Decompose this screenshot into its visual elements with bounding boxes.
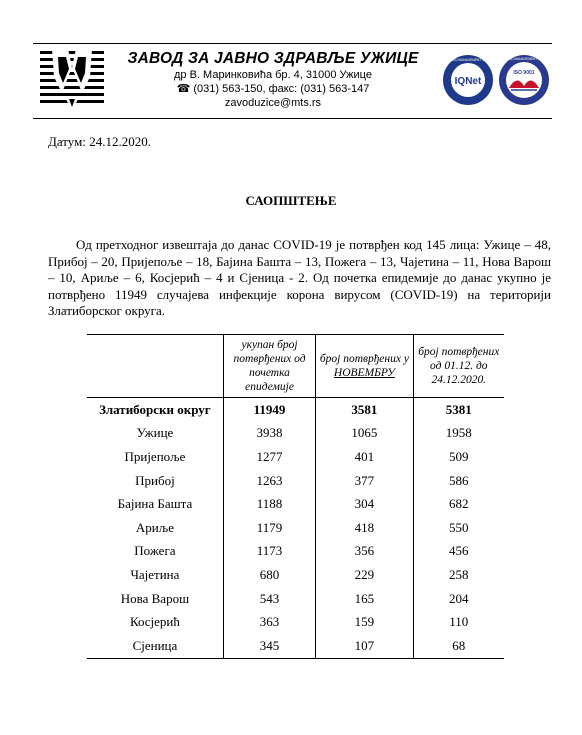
row-name: Ариље: [135, 519, 174, 535]
table-row: [87, 610, 504, 634]
row-november: 356: [316, 540, 413, 564]
row-december: 258: [413, 563, 504, 587]
row-total: 1263: [223, 469, 315, 493]
row-december: 456: [413, 540, 504, 564]
row-november: 418: [316, 516, 413, 540]
row-total: 680: [223, 563, 315, 587]
row-total: 345: [223, 634, 315, 658]
row-name: Прибој: [135, 472, 175, 488]
institute-logo-icon: [38, 47, 106, 113]
announcement-paragraph: Од претходног извештаја до данас COVID-19 је потврђен код 145 лица: Ужице – 48, Прибој – 20, Пријепоље – 18, Бајина Башта – 13, Пожега – 13, Чајетина – 11, Нова Варош – 10, Ариље – 6, Косјерић – 4 и Сјеница - 2. Од почетка епидемије до данас укупно је потврђено 11949 случајева инфекције корона вирусом (COVID-19) на територији Златиборског округа.: [48, 237, 551, 318]
table-row: [87, 445, 504, 469]
certification-badges: [441, 48, 552, 114]
institute-email: zavoduzice@mts.rs: [224, 97, 322, 109]
document-date: Датум: 24.12.2020.: [48, 134, 151, 149]
row-december: 682: [413, 492, 504, 516]
row-november: 304: [316, 492, 413, 516]
cases-table: [87, 334, 504, 659]
row-name: Бајина Башта: [117, 496, 193, 512]
row-november: 159: [316, 610, 413, 634]
row-november: 377: [316, 469, 413, 493]
row-name: Златиборски округ: [99, 401, 211, 417]
row-december: 110: [413, 610, 504, 634]
iqnet-badge-icon: [441, 55, 496, 105]
row-name: Пожега: [134, 543, 176, 559]
row-name: Сјеница: [87, 634, 223, 658]
row-november: 229: [316, 563, 413, 587]
institute-name: ЗАВОД ЗА ЈАВНО ЗДРАВЉЕ УЖИЦЕ: [127, 50, 419, 67]
row-name: Нова Варош: [120, 590, 190, 606]
iqnet-badge-ring: CERTIFIED MANAGEMENT SYSTEM: [441, 58, 496, 62]
row-december: 5381: [413, 398, 504, 422]
table-row: [87, 587, 504, 611]
header-november-prefix: број потврђених у: [319, 353, 409, 365]
header-november-month: НОВЕМБРУ: [333, 367, 395, 379]
row-december: 509: [413, 445, 504, 469]
row-total: 1188: [223, 492, 315, 516]
table-row: [87, 398, 504, 422]
header-cell-december: број потврђених од 01.12. до 24.12.2020.: [413, 335, 504, 398]
header-cell-district: [87, 335, 223, 398]
row-total: 1277: [223, 445, 315, 469]
row-name: Пријепоље: [124, 448, 186, 464]
row-total: 11949: [223, 398, 315, 422]
iso-badge-label: ISO 9001: [513, 70, 535, 76]
table-header-row: [87, 335, 504, 398]
iqnet-badge-label: IQNet: [454, 76, 482, 87]
row-december: 550: [413, 516, 504, 540]
row-november: 401: [316, 445, 413, 469]
row-name: Косјерић: [129, 614, 180, 630]
row-december: 204: [413, 587, 504, 611]
table-row: [87, 540, 504, 564]
table-row: [87, 516, 504, 540]
row-november: 3581: [316, 398, 413, 422]
header-cell-november: [316, 335, 413, 398]
row-total: 1179: [223, 516, 315, 540]
row-november: 107: [316, 634, 413, 658]
row-total: 363: [223, 610, 315, 634]
row-december: 68: [413, 634, 504, 658]
institute-phone: ☎ (031) 563-150, факс: (031) 563-147: [176, 83, 370, 95]
header-cell-total: укупан број потврђених од почетка епидемије: [223, 335, 315, 398]
row-name: Чајетина: [130, 566, 180, 582]
row-december: 586: [413, 469, 504, 493]
iso-badge-icon: [497, 55, 552, 105]
row-total: 543: [223, 587, 315, 611]
row-name: Ужице: [136, 425, 174, 441]
row-december: 1958: [413, 422, 504, 446]
letterhead-text: [108, 48, 438, 110]
table-row: [87, 492, 504, 516]
announcement-title: САОПШТЕЊЕ: [245, 193, 337, 208]
row-november: 1065: [316, 422, 413, 446]
row-total: 1173: [223, 540, 315, 564]
table-row: [87, 469, 504, 493]
letterhead: [33, 43, 552, 119]
table-row: [87, 563, 504, 587]
table-row: [87, 422, 504, 446]
row-november: 165: [316, 587, 413, 611]
table-row: [87, 634, 504, 658]
iso-badge-ring: CERTIFIED MANAGEMENT SYSTEM: [496, 57, 552, 61]
institute-address: др В. Маринковића бр. 4, 31000 Ужице: [174, 69, 372, 81]
row-total: 3938: [223, 422, 315, 446]
